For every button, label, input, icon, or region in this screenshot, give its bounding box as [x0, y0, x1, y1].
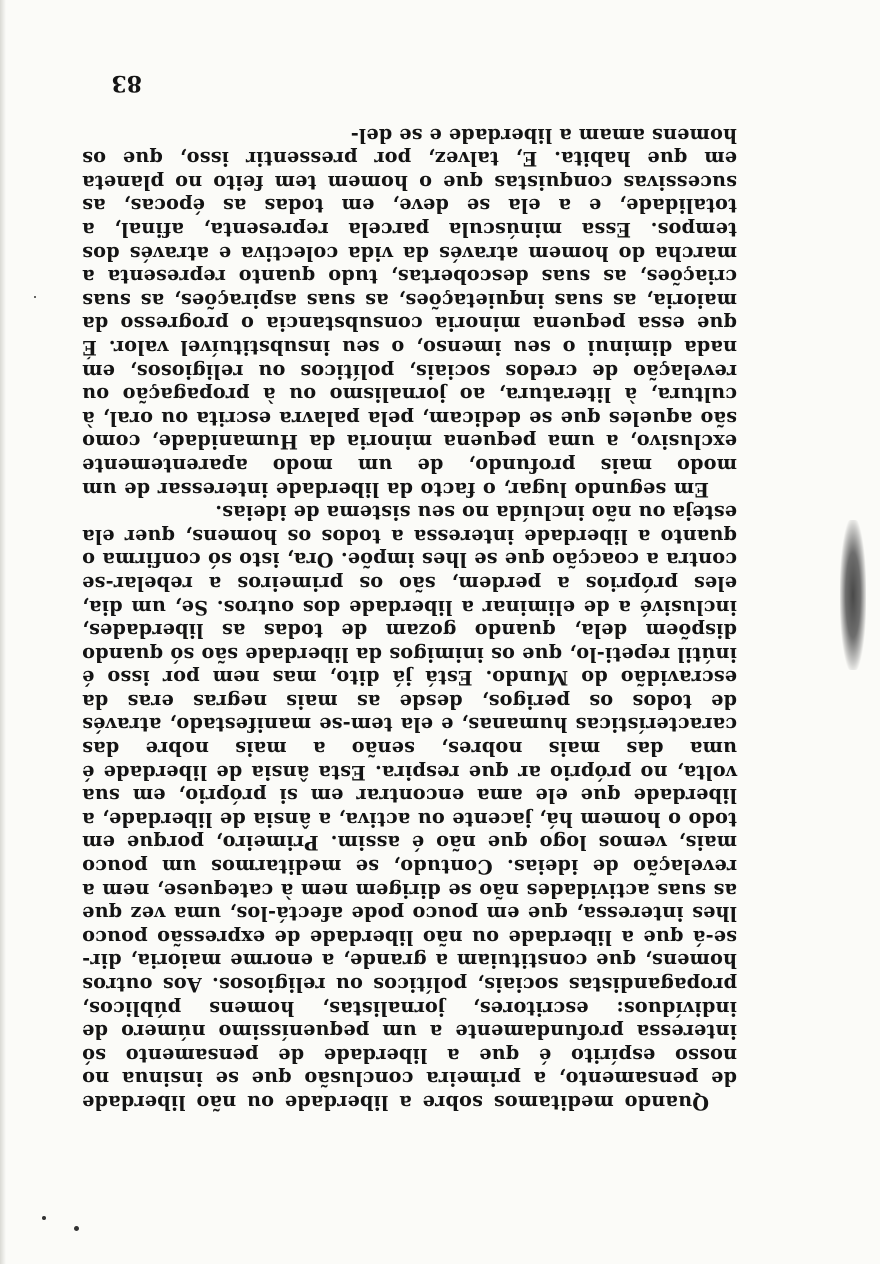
- page-number: 83: [111, 70, 142, 96]
- body-text: [82, 123, 737, 1114]
- paragraph-1: Quando meditamos sobre a liberdade ou não liberdade de pensamento, a primeira conclusão que se insinua no nosso espírito é que a liberdade de pensamento só interessa profundamente a um pequeníssimo número de indivíduos: escritores, jornalistas, homens públicos, propagandistas sociais, políticos ou religiosos. Aos outros homens, que constituiam a grande, a enorme maioria, dir-se-á que a liberdade ou não liberdade de expressão pouco lhes interessa, que em pouco pode afectá-los, uma vez que as suas actividades não se dirigem nem à catequese, nem a revelação de ideias. Contudo, se meditarmos um pouco mais, vemos logo que não é assim. Primeiro, porque em todo o homem há, jacente ou activa, a ânsia de liberdade, a liberdade que ele ama encontrar em si próprio, em sua volta, no próprio ar que respira. Esta ânsia de liberdade é uma das mais nobres, senão a mais nobre das características humanas, e ela tem-se manifestado, através de todos os perigos, desde as mais negras eras da escravidão do Mundo. Está já dito, mas nem por isso é inútil repeti-lo, que os inimigos da liberdade são só quando dispõem dela, quando gozam de todas as liberdades, inclusivé a de eliminar a liberdade dos outros. Se, um dia, eles próprios a perdem, são os primeiros a rebelar-se contra a coacção que se lhes impõe. Ora, isto só confirma o quanto a liberdade interessa a todos os homens, quer ela esteja ou não incluída no seu sistema de ideias.: [82, 501, 737, 1114]
- paragraph-2: Em segundo lugar, o facto da liberdade interessar de um modo mais profundo, de um modo aparentemente exclusivo, a uma pequena minoria da Humanidade, como são aqueles que se dedicam, pela palavra escrita ou oral, à cultura, à literatura, ao jornalismo ou à propagação ou revelação de credos sociais, políticos ou religiosos, em nada diminui o seu imenso, o seu insubstituível valor. É que essa pequena minoria consubstancia o progresso da maioria, as suas inquietações, as suas aspirações, as suas criações, as suas descobertas, tudo quanto representa a marcha do homem através da vida colectiva e através dos tempos. Essa minúscula parcela representa, afinal, a totalidade, e a ela se deve, em todas as épocas, as sucessivas conquistas que o homem tem feito no planeta em que habita. E, talvez, por pressentir isso, que os homens amam a liberdade e se del-: [82, 123, 737, 501]
